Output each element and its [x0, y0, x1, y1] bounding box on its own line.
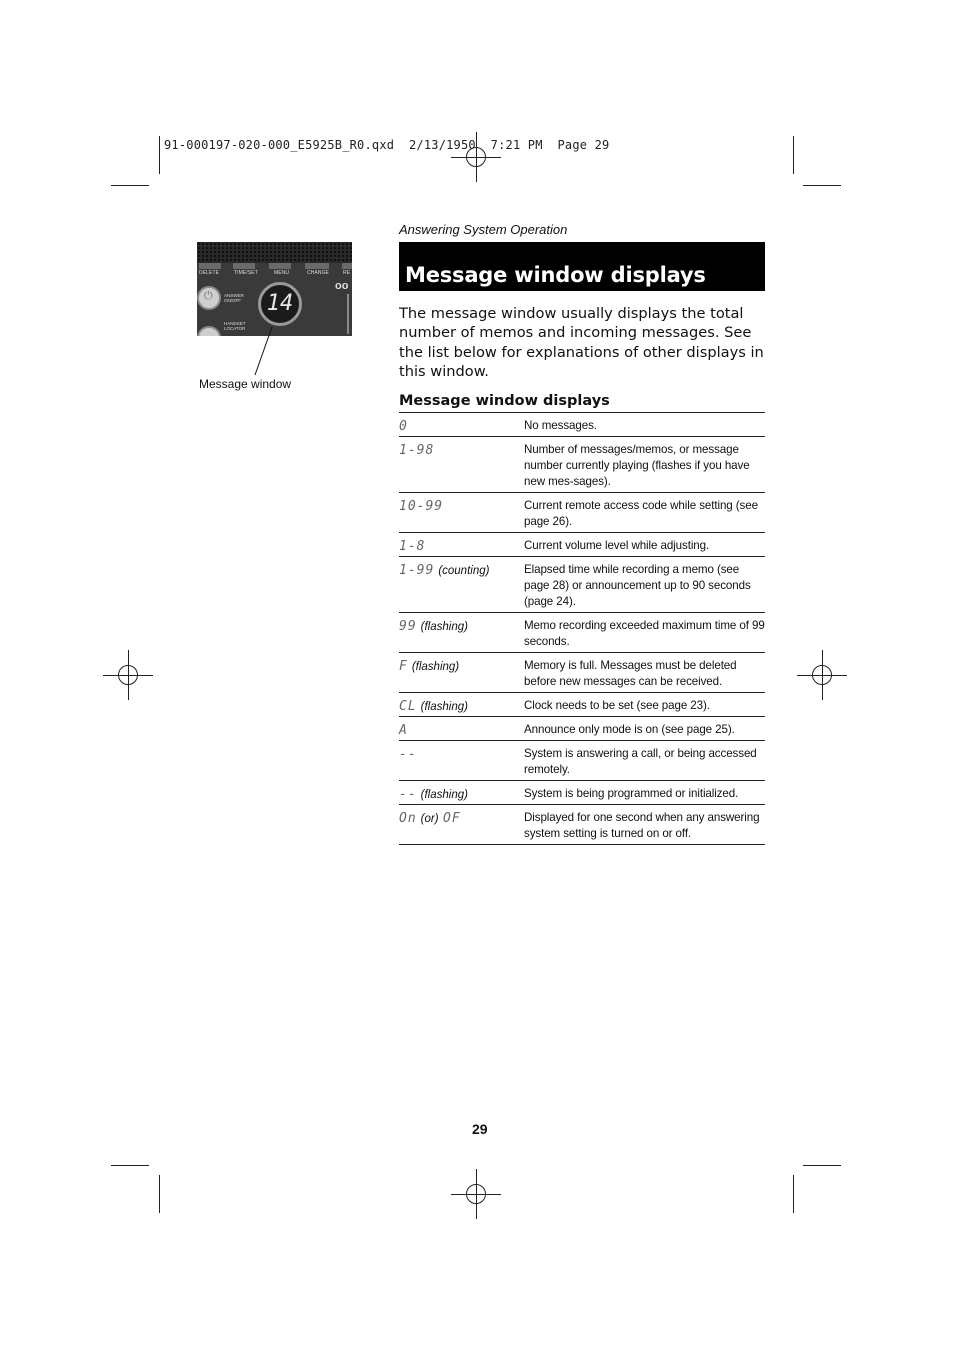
display-code: A [399, 723, 408, 738]
page-title-bar [399, 242, 765, 291]
display-code: -- [399, 787, 417, 802]
display-code: 10-99 [399, 499, 444, 514]
re-label: RE [343, 270, 351, 276]
table-heading: Message window displays [399, 393, 610, 409]
display-description: Number of messages/memos, or message number currently playing (flashes if you have new mes-sages). [524, 443, 750, 488]
table-row [399, 741, 765, 781]
table-row [399, 693, 765, 717]
display-code-alt: OF [443, 811, 461, 826]
table-row [399, 717, 765, 741]
display-code: 1-8 [399, 539, 426, 554]
speaker-grille [197, 242, 352, 263]
display-code: -- [399, 747, 417, 762]
table-row [399, 557, 765, 613]
table-row [399, 413, 765, 437]
crop-mark [111, 185, 149, 186]
display-description: System is answering a call, or being accessed remotely. [524, 747, 757, 776]
display-note: (flashing) [420, 621, 468, 633]
handset-locator-button [197, 326, 221, 336]
time-set-label: TIME/SET [234, 270, 258, 276]
table-row [399, 805, 765, 845]
delete-label: DELETE [199, 270, 220, 276]
display-description: Elapsed time while recording a memo (see page 28) or announcement up to 90 seconds (page 24). [524, 563, 751, 608]
display-description: Current remote access code while setting (see page 26). [524, 499, 758, 528]
device-panel-figure [197, 242, 352, 336]
crop-mark [793, 1175, 794, 1213]
display-table [399, 412, 765, 845]
answer-power-button [197, 286, 221, 310]
display-description: Announce only mode is on (see page 25). [524, 723, 735, 736]
display-note: (counting) [438, 565, 490, 577]
display-description: Current volume level while adjusting. [524, 539, 710, 552]
crop-mark [803, 185, 841, 186]
display-code: 1-99 [399, 563, 435, 578]
display-description: Clock needs to be set (see page 23). [524, 699, 710, 712]
registration-mark-left [113, 660, 143, 690]
table-row [399, 493, 765, 533]
table-row [399, 781, 765, 805]
answer-onoff-label: ANSWER ON/OFF [224, 293, 244, 303]
display-code: 99 [399, 619, 417, 634]
page-number: 29 [472, 1121, 488, 1137]
crop-mark [111, 1165, 149, 1166]
display-description: Memo recording exceeded maximum time of 99 seconds. [524, 619, 765, 648]
display-description: Memory is full. Messages must be deleted before new messages can be received. [524, 659, 737, 688]
display-code: 0 [399, 419, 408, 434]
crop-mark [793, 136, 794, 174]
table-row [399, 437, 765, 493]
figure-callout-label: Message window [199, 377, 292, 391]
table-row [399, 653, 765, 693]
registration-mark-right [807, 660, 837, 690]
print-slug: 91-000197-020-000_E5925B_R0.qxd 2/13/1950 7:21 PM Page 29 [164, 138, 610, 152]
display-description: System is being programmed or initialized. [524, 787, 739, 800]
display-note: (or) [420, 813, 439, 825]
change-label: CHANGE [307, 270, 329, 276]
display-note: (flashing) [420, 701, 468, 713]
table-row [399, 533, 765, 557]
display-code: CL [399, 699, 417, 714]
display-note: (flashing) [411, 661, 460, 673]
display-description: Displayed for one second when any answering system setting is turned on or off. [524, 811, 760, 840]
display-note: (flashing) [420, 789, 468, 801]
handset-locator-label: HANDSET LOCATOR [224, 321, 246, 331]
voicemail-icon: oo [335, 280, 349, 292]
crop-mark [159, 136, 160, 174]
crop-mark [159, 1175, 160, 1213]
page-title: Message window displays [405, 263, 706, 287]
crop-mark [803, 1165, 841, 1166]
display-code: 1-98 [399, 443, 435, 458]
callout-line [250, 325, 280, 380]
display-code: F [399, 659, 408, 674]
message-window-display: 14 [258, 282, 302, 326]
registration-mark-bottom [461, 1179, 491, 1209]
display-code: On [399, 811, 417, 826]
menu-label: MENU [274, 270, 290, 276]
power-icon: ⏻ [204, 290, 213, 302]
section-label: Answering System Operation [399, 222, 568, 237]
intro-paragraph: The message window usually displays the total number of memos and incoming messages. See the list below for explanations of other displays in this window. [399, 305, 764, 380]
table-row [399, 613, 765, 653]
display-description: No messages. [524, 419, 597, 432]
